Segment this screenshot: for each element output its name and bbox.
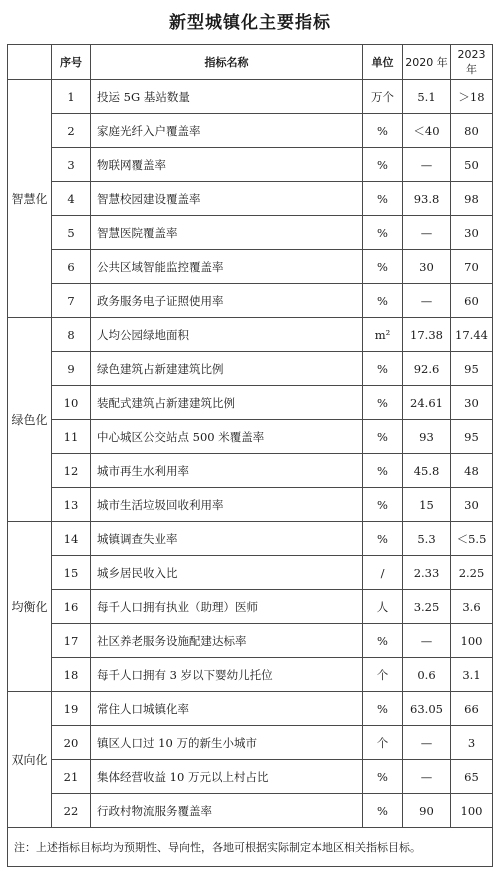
indicator-name-cell: 中心城区公交站点 500 米覆盖率 bbox=[91, 420, 363, 454]
category-cell: 智慧化 bbox=[8, 80, 52, 318]
value-2020-cell: 92.6 bbox=[403, 352, 451, 386]
unit-cell: / bbox=[363, 556, 403, 590]
value-2023-cell: 50 bbox=[451, 148, 493, 182]
indicator-name-cell: 城镇调查失业率 bbox=[91, 522, 363, 556]
value-2020-cell: 93.8 bbox=[403, 182, 451, 216]
unit-cell: % bbox=[363, 624, 403, 658]
unit-cell: % bbox=[363, 522, 403, 556]
indicator-name-cell: 智慧校园建设覆盖率 bbox=[91, 182, 363, 216]
value-2023-cell: 17.44 bbox=[451, 318, 493, 352]
table-row bbox=[8, 114, 493, 148]
row-number-cell: 8 bbox=[52, 318, 91, 352]
value-2020-cell: — bbox=[403, 148, 451, 182]
indicator-name-cell: 镇区人口过 10 万的新生小城市 bbox=[91, 726, 363, 760]
value-2023-cell: ＜5.5 bbox=[451, 522, 493, 556]
table-row bbox=[8, 488, 493, 522]
row-number-cell: 17 bbox=[52, 624, 91, 658]
row-number-cell: 1 bbox=[52, 80, 91, 114]
value-2023-cell: 100 bbox=[451, 624, 493, 658]
indicator-name-cell: 家庭光纤入户覆盖率 bbox=[91, 114, 363, 148]
row-number-cell: 9 bbox=[52, 352, 91, 386]
indicator-name-cell: 每千人口拥有 3 岁以下婴幼儿托位 bbox=[91, 658, 363, 692]
unit-cell: % bbox=[363, 386, 403, 420]
indicator-name-cell: 行政村物流服务覆盖率 bbox=[91, 794, 363, 828]
value-2023-cell: 30 bbox=[451, 386, 493, 420]
table-row bbox=[8, 624, 493, 658]
value-2023-cell: 30 bbox=[451, 488, 493, 522]
indicator-table bbox=[7, 44, 493, 867]
row-number-cell: 5 bbox=[52, 216, 91, 250]
indicator-name-cell: 常住人口城镇化率 bbox=[91, 692, 363, 726]
unit-cell: % bbox=[363, 420, 403, 454]
indicator-name-cell: 智慧医院覆盖率 bbox=[91, 216, 363, 250]
table-row bbox=[8, 250, 493, 284]
value-2020-cell: 15 bbox=[403, 488, 451, 522]
row-number-cell: 22 bbox=[52, 794, 91, 828]
category-cell: 均衡化 bbox=[8, 522, 52, 692]
unit-cell: 个 bbox=[363, 658, 403, 692]
table-row bbox=[8, 284, 493, 318]
value-2020-cell: 45.8 bbox=[403, 454, 451, 488]
value-2020-cell: 5.1 bbox=[403, 80, 451, 114]
unit-cell: % bbox=[363, 352, 403, 386]
value-2023-cell: 98 bbox=[451, 182, 493, 216]
value-2020-cell: 3.25 bbox=[403, 590, 451, 624]
unit-cell: % bbox=[363, 488, 403, 522]
category-cell: 双向化 bbox=[8, 692, 52, 828]
indicator-name-cell: 装配式建筑占新建建筑比例 bbox=[91, 386, 363, 420]
row-number-cell: 16 bbox=[52, 590, 91, 624]
value-2023-cell: 60 bbox=[451, 284, 493, 318]
value-2023-cell: 48 bbox=[451, 454, 493, 488]
row-number-cell: 11 bbox=[52, 420, 91, 454]
table-row bbox=[8, 386, 493, 420]
page-title: 新型城镇化主要指标 bbox=[169, 13, 331, 33]
value-2023-cell: 65 bbox=[451, 760, 493, 794]
value-2023-cell: 3.6 bbox=[451, 590, 493, 624]
value-2023-cell: 3 bbox=[451, 726, 493, 760]
header-num: 序号 bbox=[52, 45, 91, 80]
value-2023-cell: 30 bbox=[451, 216, 493, 250]
indicator-name-cell: 政务服务电子证照使用率 bbox=[91, 284, 363, 318]
indicator-name-cell: 城乡居民收入比 bbox=[91, 556, 363, 590]
unit-cell: % bbox=[363, 148, 403, 182]
value-2023-cell: 70 bbox=[451, 250, 493, 284]
row-number-cell: 14 bbox=[52, 522, 91, 556]
value-2020-cell: — bbox=[403, 760, 451, 794]
value-2020-cell: 90 bbox=[403, 794, 451, 828]
row-number-cell: 4 bbox=[52, 182, 91, 216]
category-cell: 绿色化 bbox=[8, 318, 52, 522]
unit-cell: % bbox=[363, 114, 403, 148]
unit-cell: % bbox=[363, 250, 403, 284]
unit-cell: 人 bbox=[363, 590, 403, 624]
table-row bbox=[8, 590, 493, 624]
table-row bbox=[8, 556, 493, 590]
indicator-name-cell: 公共区域智能监控覆盖率 bbox=[91, 250, 363, 284]
table-row bbox=[8, 420, 493, 454]
unit-cell: % bbox=[363, 692, 403, 726]
unit-cell: % bbox=[363, 454, 403, 488]
unit-cell: % bbox=[363, 216, 403, 250]
row-number-cell: 19 bbox=[52, 692, 91, 726]
row-number-cell: 18 bbox=[52, 658, 91, 692]
row-number-cell: 13 bbox=[52, 488, 91, 522]
value-2023-cell: 95 bbox=[451, 352, 493, 386]
value-2023-cell: ＞18 bbox=[451, 80, 493, 114]
value-2020-cell: 24.61 bbox=[403, 386, 451, 420]
indicator-name-cell: 集体经营收益 10 万元以上村占比 bbox=[91, 760, 363, 794]
value-2020-cell: 17.38 bbox=[403, 318, 451, 352]
table-row bbox=[8, 726, 493, 760]
header-name: 指标名称 bbox=[91, 45, 363, 80]
unit-cell: % bbox=[363, 794, 403, 828]
value-2020-cell: 63.05 bbox=[403, 692, 451, 726]
value-2023-cell: 95 bbox=[451, 420, 493, 454]
header-category bbox=[8, 45, 52, 80]
indicator-name-cell: 人均公园绿地面积 bbox=[91, 318, 363, 352]
cropped-caption bbox=[0, 876, 500, 885]
header-unit: 单位 bbox=[363, 45, 403, 80]
unit-cell: % bbox=[363, 760, 403, 794]
table-header-row bbox=[8, 45, 493, 80]
table-row bbox=[8, 522, 493, 556]
table-row bbox=[8, 454, 493, 488]
table-row bbox=[8, 182, 493, 216]
value-2020-cell: ＜40 bbox=[403, 114, 451, 148]
value-2020-cell: 0.6 bbox=[403, 658, 451, 692]
value-2023-cell: 80 bbox=[451, 114, 493, 148]
unit-cell: m² bbox=[363, 318, 403, 352]
note-row bbox=[8, 828, 493, 867]
unit-cell: 个 bbox=[363, 726, 403, 760]
unit-cell: 万个 bbox=[363, 80, 403, 114]
row-number-cell: 12 bbox=[52, 454, 91, 488]
table-row bbox=[8, 794, 493, 828]
value-2023-cell: 100 bbox=[451, 794, 493, 828]
table-row bbox=[8, 148, 493, 182]
value-2020-cell: 30 bbox=[403, 250, 451, 284]
indicator-name-cell: 绿色建筑占新建建筑比例 bbox=[91, 352, 363, 386]
value-2020-cell: — bbox=[403, 284, 451, 318]
table-body bbox=[8, 80, 493, 828]
row-number-cell: 2 bbox=[52, 114, 91, 148]
row-number-cell: 7 bbox=[52, 284, 91, 318]
value-2020-cell: — bbox=[403, 624, 451, 658]
row-number-cell: 3 bbox=[52, 148, 91, 182]
indicator-name-cell: 物联网覆盖率 bbox=[91, 148, 363, 182]
table-row bbox=[8, 80, 493, 114]
value-2020-cell: — bbox=[403, 216, 451, 250]
table-row bbox=[8, 760, 493, 794]
row-number-cell: 20 bbox=[52, 726, 91, 760]
unit-cell: % bbox=[363, 182, 403, 216]
value-2020-cell: — bbox=[403, 726, 451, 760]
indicator-name-cell: 社区养老服务设施配建达标率 bbox=[91, 624, 363, 658]
value-2020-cell: 93 bbox=[403, 420, 451, 454]
table-row bbox=[8, 318, 493, 352]
row-number-cell: 15 bbox=[52, 556, 91, 590]
value-2023-cell: 2.25 bbox=[451, 556, 493, 590]
table-row bbox=[8, 216, 493, 250]
indicator-name-cell: 城市生活垃圾回收利用率 bbox=[91, 488, 363, 522]
value-2020-cell: 5.3 bbox=[403, 522, 451, 556]
value-2020-cell: 2.33 bbox=[403, 556, 451, 590]
value-2023-cell: 66 bbox=[451, 692, 493, 726]
row-number-cell: 6 bbox=[52, 250, 91, 284]
table-note: 注：上述指标目标均为预期性、导向性，各地可根据实际制定本地区相关指标目标。 bbox=[8, 828, 493, 867]
row-number-cell: 10 bbox=[52, 386, 91, 420]
row-number-cell: 21 bbox=[52, 760, 91, 794]
header-2020: 2020 年 bbox=[403, 45, 451, 80]
indicator-name-cell: 每千人口拥有执业（助理）医师 bbox=[91, 590, 363, 624]
table-row bbox=[8, 658, 493, 692]
indicator-name-cell: 投运 5G 基站数量 bbox=[91, 80, 363, 114]
indicator-name-cell: 城市再生水利用率 bbox=[91, 454, 363, 488]
unit-cell: % bbox=[363, 284, 403, 318]
table-row bbox=[8, 692, 493, 726]
value-2023-cell: 3.1 bbox=[451, 658, 493, 692]
table-row bbox=[8, 352, 493, 386]
header-2023: 2023 年 bbox=[451, 45, 493, 80]
